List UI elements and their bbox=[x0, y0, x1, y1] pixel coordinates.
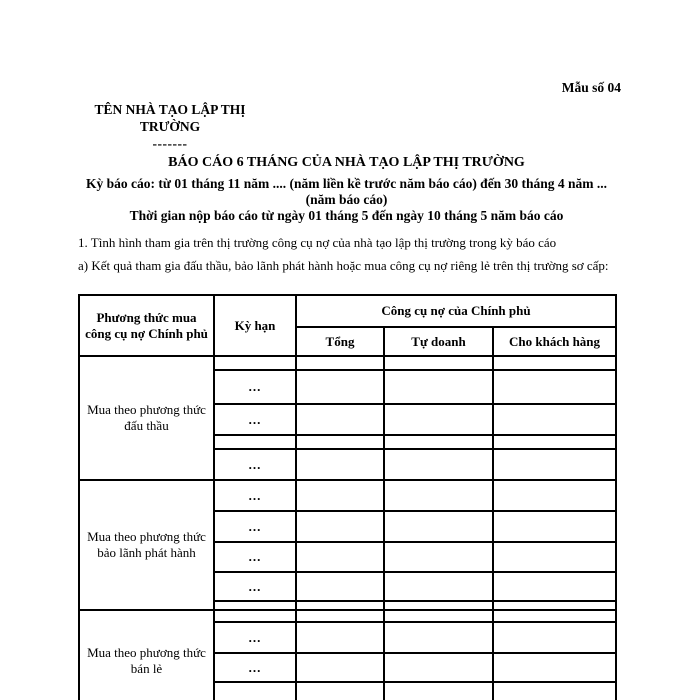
total-cell bbox=[296, 404, 384, 435]
proprietary-cell bbox=[384, 480, 493, 511]
clients-cell bbox=[493, 435, 616, 449]
proprietary-cell bbox=[384, 435, 493, 449]
proprietary-cell bbox=[384, 356, 493, 370]
term-cell bbox=[214, 356, 296, 370]
clients-cell bbox=[493, 601, 616, 610]
term-column-header: Kỳ hạn bbox=[214, 295, 296, 356]
table-header-row bbox=[79, 295, 616, 327]
method-cell-underwriting: Mua theo phương thức bảo lãnh phát hành bbox=[79, 480, 214, 610]
primary-market-table bbox=[78, 294, 617, 700]
proprietary-cell bbox=[384, 370, 493, 404]
table-row bbox=[79, 480, 616, 511]
term-cell: ... bbox=[214, 370, 296, 404]
clients-cell bbox=[493, 682, 616, 700]
clients-cell bbox=[493, 404, 616, 435]
proprietary-cell bbox=[384, 511, 493, 542]
clients-cell bbox=[493, 653, 616, 682]
report-period-line1: Kỳ báo cáo: từ 01 tháng 11 năm .... (năm liền kề trước năm báo cáo) đến 30 tháng 4 năm ... bbox=[86, 176, 607, 191]
clients-column-header: Cho khách hàng bbox=[493, 327, 616, 356]
proprietary-cell bbox=[384, 653, 493, 682]
method-cell-retail: Mua theo phương thức bán lẻ bbox=[79, 610, 214, 700]
total-cell bbox=[296, 435, 384, 449]
clients-cell bbox=[493, 572, 616, 601]
total-cell bbox=[296, 449, 384, 480]
proprietary-cell bbox=[384, 622, 493, 653]
total-cell bbox=[296, 370, 384, 404]
term-cell: ... bbox=[214, 480, 296, 511]
clients-cell bbox=[493, 480, 616, 511]
total-cell bbox=[296, 610, 384, 622]
term-cell bbox=[214, 435, 296, 449]
clients-cell bbox=[493, 449, 616, 480]
proprietary-cell bbox=[384, 542, 493, 572]
proprietary-cell bbox=[384, 601, 493, 610]
proprietary-cell bbox=[384, 610, 493, 622]
org-name-block bbox=[80, 102, 260, 153]
term-cell: ... bbox=[214, 572, 296, 601]
clients-cell bbox=[493, 356, 616, 370]
term-cell: ... bbox=[214, 511, 296, 542]
term-cell bbox=[214, 601, 296, 610]
org-name-line2: TRƯỜNG bbox=[139, 118, 201, 134]
total-cell bbox=[296, 542, 384, 572]
total-column-header: Tổng bbox=[296, 327, 384, 356]
term-cell: ... bbox=[214, 653, 296, 682]
term-cell bbox=[214, 682, 296, 700]
table-row bbox=[79, 610, 616, 622]
proprietary-column-header: Tự doanh bbox=[384, 327, 493, 356]
clients-cell bbox=[493, 610, 616, 622]
table-row bbox=[79, 356, 616, 370]
org-divider: ------- bbox=[152, 135, 188, 151]
total-cell bbox=[296, 601, 384, 610]
proprietary-cell bbox=[384, 572, 493, 601]
method-cell-auction: Mua theo phương thức đấu thầu bbox=[79, 356, 214, 480]
total-cell bbox=[296, 511, 384, 542]
term-cell: ... bbox=[214, 449, 296, 480]
debt-instruments-group-header: Công cụ nợ của Chính phủ bbox=[296, 295, 616, 327]
report-title: BÁO CÁO 6 THÁNG CỦA NHÀ TẠO LẬP THỊ TRƯỜNG bbox=[168, 155, 525, 170]
section-1a-text: a) Kết quả tham gia đấu thầu, bảo lãnh phát hành hoặc mua công cụ nợ riêng lẻ trên thị trường sơ cấp: bbox=[78, 258, 609, 273]
total-cell bbox=[296, 622, 384, 653]
total-cell bbox=[296, 682, 384, 700]
total-cell bbox=[296, 480, 384, 511]
proprietary-cell bbox=[384, 682, 493, 700]
term-cell: ... bbox=[214, 622, 296, 653]
term-cell: ... bbox=[214, 542, 296, 572]
clients-cell bbox=[493, 370, 616, 404]
method-column-header: Phương thức mua công cụ nợ Chính phủ bbox=[79, 295, 214, 356]
term-cell bbox=[214, 610, 296, 622]
clients-cell bbox=[493, 542, 616, 572]
report-period-line2: (năm báo cáo) bbox=[305, 192, 388, 207]
total-cell bbox=[296, 572, 384, 601]
form-number: Mẫu số 04 bbox=[561, 80, 621, 95]
proprietary-cell bbox=[384, 449, 493, 480]
clients-cell bbox=[493, 511, 616, 542]
proprietary-cell bbox=[384, 404, 493, 435]
term-cell: ... bbox=[214, 404, 296, 435]
section-1-heading: 1. Tình hình tham gia trên thị trường công cụ nợ của nhà tạo lập thị trường trong kỳ báo cáo bbox=[78, 235, 557, 250]
org-name-line1: TÊN NHÀ TẠO LẬP THỊ bbox=[94, 102, 246, 117]
total-cell bbox=[296, 356, 384, 370]
clients-cell bbox=[493, 622, 616, 653]
report-deadline: Thời gian nộp báo cáo từ ngày 01 tháng 5 đến ngày 10 tháng 5 năm báo cáo bbox=[129, 208, 564, 223]
total-cell bbox=[296, 653, 384, 682]
